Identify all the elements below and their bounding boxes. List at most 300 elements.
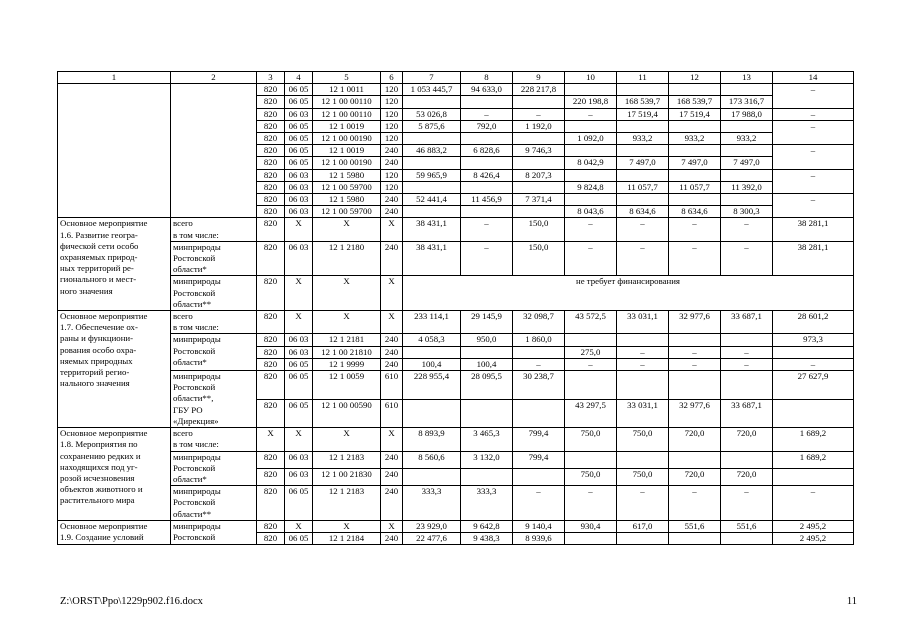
table-cell: 150,0 [513, 241, 565, 276]
table-cell [721, 532, 773, 544]
table-cell: – [773, 169, 854, 193]
table-cell [669, 451, 721, 468]
table-cell: минприроды Ростовской области* [171, 334, 257, 371]
table-cell: – [513, 486, 565, 521]
table-cell [669, 169, 721, 181]
table-cell: – [565, 358, 617, 370]
table-cell: 12 1 00 00190 [313, 133, 381, 145]
table-cell [403, 181, 461, 193]
table-cell: 240 [381, 206, 403, 218]
table-cell: 820 [257, 486, 285, 521]
table-cell: 720,0 [721, 468, 773, 485]
table-cell: 1 092,0 [565, 133, 617, 145]
table-cell: 06 05 [285, 120, 313, 132]
table-cell: 38 431,1 [403, 241, 461, 276]
table-cell: 792,0 [461, 120, 513, 132]
column-header-11: 11 [617, 72, 669, 84]
table-cell: Х [381, 520, 403, 532]
table-cell: 06 05 [285, 399, 313, 428]
table-cell [461, 346, 513, 358]
table-cell: 8 893,9 [403, 428, 461, 451]
table-cell: Основное мероприятие 1.8. Мероприятия по сохранению редких и находящихся под уг- розой исчезновения объектов животного и растительного мира [58, 428, 171, 521]
table-cell: 930,4 [565, 520, 617, 532]
table-cell: – [617, 358, 669, 370]
table-cell: – [669, 346, 721, 358]
table-cell: 820 [257, 108, 285, 120]
table-cell: 06 05 [285, 371, 313, 400]
table-cell: 820 [257, 451, 285, 468]
table-cell [513, 157, 565, 169]
table-cell: – [669, 218, 721, 241]
column-header-8: 8 [461, 72, 513, 84]
table-cell: 820 [257, 532, 285, 544]
table-cell: 820 [257, 169, 285, 181]
table-cell: 8 634,6 [669, 206, 721, 218]
table-cell [403, 96, 461, 108]
table-cell: 1 860,0 [513, 334, 565, 346]
table-cell [617, 169, 669, 181]
table-cell: 551,6 [721, 520, 773, 532]
table-cell: Х [285, 311, 313, 334]
table-cell: – [721, 346, 773, 358]
table-cell: – [565, 241, 617, 276]
table-cell: 150,0 [513, 218, 565, 241]
table-cell: 8 043,6 [565, 206, 617, 218]
table-cell: Основное мероприятие 1.6. Развитие геогра- фической сети особо охраняемых природ- ных территорий ре- гионального и мест- ного значения [58, 218, 171, 311]
table-cell [565, 334, 617, 346]
table-cell [617, 334, 669, 346]
table-cell: – [565, 108, 617, 120]
table-cell: 8 560,6 [403, 451, 461, 468]
table-cell: 53 026,8 [403, 108, 461, 120]
table-cell [565, 84, 617, 96]
table-cell [721, 451, 773, 468]
table-cell: 12 1 00 00110 [313, 96, 381, 108]
table-cell: Х [313, 276, 381, 311]
table-cell: – [669, 241, 721, 276]
table-cell: 750,0 [617, 468, 669, 485]
table-cell: 610 [381, 371, 403, 400]
table-cell [669, 194, 721, 206]
table-row [58, 486, 854, 521]
table-cell: 94 633,0 [461, 84, 513, 96]
table-cell: 12 1 2184 [313, 532, 381, 544]
table-cell: 06 03 [285, 206, 313, 218]
table-cell: 240 [381, 468, 403, 485]
table-cell: 06 05 [285, 96, 313, 108]
table-cell: 551,6 [669, 520, 721, 532]
table-cell: 610 [381, 399, 403, 428]
table-cell: 43 572,5 [565, 311, 617, 334]
footer-file-path: Z:\ORST\Ppo\1229p902.f16.docx [60, 596, 203, 607]
table-cell: 12 1 2180 [313, 241, 381, 276]
table-cell: 32 977,6 [669, 399, 721, 428]
table-cell: 06 05 [285, 157, 313, 169]
table-cell [403, 133, 461, 145]
table-cell: 06 05 [285, 486, 313, 521]
footer-page-number: 11 [846, 596, 857, 607]
column-header-1: 1 [58, 72, 171, 84]
table-cell: 52 441,4 [403, 194, 461, 206]
table-cell [403, 206, 461, 218]
table-cell: 06 05 [285, 145, 313, 157]
table-cell: 9 824,8 [565, 181, 617, 193]
table-cell: 12 1 00 00110 [313, 108, 381, 120]
table-cell: Х [313, 428, 381, 451]
table-cell: 933,2 [721, 133, 773, 145]
table-cell: Х [313, 520, 381, 532]
table-cell: минприроды Ростовской области** [171, 486, 257, 521]
table-cell: 820 [257, 346, 285, 358]
table-cell: Х [381, 218, 403, 241]
table-cell: 12 1 0059 [313, 371, 381, 400]
column-header-9: 9 [513, 72, 565, 84]
table-cell: 820 [257, 276, 285, 311]
table-cell: всего в том числе: [171, 428, 257, 451]
table-cell [617, 532, 669, 544]
table-cell: 228 955,4 [403, 371, 461, 400]
table-cell: 33 687,1 [721, 311, 773, 334]
table-cell: 33 031,1 [617, 311, 669, 334]
table-cell: Х [313, 218, 381, 241]
table-cell: 820 [257, 358, 285, 370]
table-cell: 06 03 [285, 334, 313, 346]
table-cell [461, 468, 513, 485]
table-cell [669, 120, 721, 132]
table-cell: 12 1 9999 [313, 358, 381, 370]
table-cell: 11 456,9 [461, 194, 513, 206]
table-cell: минприроды Ростовской [171, 520, 257, 544]
table-cell: 7 497,0 [721, 157, 773, 169]
table-cell: 3 465,3 [461, 428, 513, 451]
table-cell: 11 392,0 [721, 181, 773, 193]
table-cell: 29 145,9 [461, 311, 513, 334]
table-cell [403, 468, 461, 485]
table-cell: 820 [257, 206, 285, 218]
table-row [58, 311, 854, 334]
table-row [58, 84, 854, 96]
table-cell: не требует финансирования [403, 276, 854, 311]
table-cell: 12 1 00 59700 [313, 181, 381, 193]
table-cell: 228 217,8 [513, 84, 565, 96]
table-cell: 2 495,2 [773, 520, 854, 532]
table-cell [461, 399, 513, 428]
table-cell: 1 689,2 [773, 428, 854, 451]
table-cell [669, 532, 721, 544]
table-cell: – [721, 358, 773, 370]
table-cell: Х [313, 311, 381, 334]
column-header-10: 10 [565, 72, 617, 84]
table-cell: 17 519,4 [617, 108, 669, 120]
table-cell [513, 468, 565, 485]
table-cell: – [721, 241, 773, 276]
table-cell: 59 965,9 [403, 169, 461, 181]
table-cell [565, 371, 617, 400]
table-cell: 43 297,5 [565, 399, 617, 428]
table-cell: 32 098,7 [513, 311, 565, 334]
table-cell: 27 627,9 [773, 371, 854, 400]
table-cell: – [513, 358, 565, 370]
table-cell: минприроды Ростовской области** [171, 276, 257, 311]
table-cell: 1 689,2 [773, 451, 854, 468]
table-cell: 168 539,7 [669, 96, 721, 108]
table-cell: – [461, 241, 513, 276]
table-cell: 9 746,3 [513, 145, 565, 157]
table-cell: 750,0 [565, 468, 617, 485]
table-cell: 240 [381, 241, 403, 276]
table-cell: 820 [257, 399, 285, 428]
table-cell [617, 194, 669, 206]
table-cell: 100,4 [461, 358, 513, 370]
table-header [58, 72, 854, 84]
table-cell: 06 05 [285, 532, 313, 544]
table-cell: Основное мероприятие 1.9. Создание условий [58, 520, 171, 544]
table-cell: 06 03 [285, 181, 313, 193]
table-cell: 2 495,2 [773, 532, 854, 544]
table-cell: 933,2 [617, 133, 669, 145]
column-header-12: 12 [669, 72, 721, 84]
table-cell: 12 1 00 00190 [313, 157, 381, 169]
table-cell: 820 [257, 120, 285, 132]
table-cell: 1 053 445,7 [403, 84, 461, 96]
table-cell [721, 120, 773, 132]
table-cell: 240 [381, 145, 403, 157]
table-cell: 240 [381, 532, 403, 544]
table-cell: 720,0 [721, 428, 773, 451]
table-cell: Х [285, 218, 313, 241]
table-cell [171, 84, 257, 218]
table-cell: – [721, 218, 773, 241]
table-cell: 750,0 [565, 428, 617, 451]
table-cell: 06 03 [285, 451, 313, 468]
table-cell [513, 206, 565, 218]
table-cell: 5 875,6 [403, 120, 461, 132]
table-cell: 950,0 [461, 334, 513, 346]
table-cell: – [773, 358, 854, 370]
table-cell: Х [285, 428, 313, 451]
table-cell: – [513, 108, 565, 120]
table-cell: 720,0 [669, 468, 721, 485]
table-cell: 17 519,4 [669, 108, 721, 120]
table-cell: 17 988,0 [721, 108, 773, 120]
table-cell: – [617, 486, 669, 521]
table-cell: 240 [381, 346, 403, 358]
table-cell: 11 057,7 [617, 181, 669, 193]
table-cell: 333,3 [461, 486, 513, 521]
table-cell: 240 [381, 358, 403, 370]
table-cell: – [721, 486, 773, 521]
table-cell [617, 120, 669, 132]
table-cell: 12 1 00 59700 [313, 206, 381, 218]
table-cell: 6 828,6 [461, 145, 513, 157]
table-cell: 120 [381, 96, 403, 108]
table-cell: – [461, 108, 513, 120]
table-cell: 820 [257, 218, 285, 241]
table-cell: 799,4 [513, 451, 565, 468]
table-cell [721, 145, 773, 157]
table-cell: 820 [257, 181, 285, 193]
table-cell: 799,4 [513, 428, 565, 451]
table-cell: 23 929,0 [403, 520, 461, 532]
table-cell: 3 132,0 [461, 451, 513, 468]
table-cell: 820 [257, 84, 285, 96]
table-cell [513, 399, 565, 428]
table-cell: – [773, 486, 854, 521]
table-cell: 9 140,4 [513, 520, 565, 532]
table-cell [403, 346, 461, 358]
table-cell: 820 [257, 145, 285, 157]
table-cell [773, 468, 854, 485]
table-cell: 8 426,4 [461, 169, 513, 181]
table-row [58, 218, 854, 241]
table-cell: минприроды Ростовской области* [171, 241, 257, 276]
table-cell [565, 532, 617, 544]
table-cell: 06 03 [285, 346, 313, 358]
table-cell: 38 281,1 [773, 218, 854, 241]
table-cell [403, 157, 461, 169]
column-header-14: 14 [773, 72, 854, 84]
table-cell: 9 438,3 [461, 532, 513, 544]
table-body [58, 84, 854, 545]
column-header-3: 3 [257, 72, 285, 84]
table-cell [461, 181, 513, 193]
table-cell: 8 300,3 [721, 206, 773, 218]
table-cell: 06 05 [285, 133, 313, 145]
table-cell [565, 194, 617, 206]
table-cell: – [461, 218, 513, 241]
table-cell: 06 05 [285, 358, 313, 370]
table-cell: 240 [381, 157, 403, 169]
table-cell: 12 1 0019 [313, 145, 381, 157]
table-cell: 38 431,1 [403, 218, 461, 241]
table-cell: 220 198,8 [565, 96, 617, 108]
table-cell: 820 [257, 468, 285, 485]
table-cell [461, 96, 513, 108]
table-cell: 100,4 [403, 358, 461, 370]
table-cell [617, 145, 669, 157]
table-cell [565, 169, 617, 181]
table-cell: 820 [257, 520, 285, 532]
table-cell: 820 [257, 157, 285, 169]
table-cell: 06 03 [285, 194, 313, 206]
column-header-2: 2 [171, 72, 257, 84]
table-cell [617, 451, 669, 468]
table-cell: 12 1 00 21810 [313, 346, 381, 358]
table-cell: – [669, 358, 721, 370]
table-cell: 12 1 2183 [313, 451, 381, 468]
table-cell: 617,0 [617, 520, 669, 532]
table-row [58, 276, 854, 311]
table-cell: 720,0 [669, 428, 721, 451]
table-cell: Основное мероприятие 1.7. Обеспечение ох- раны и функциони- рования особо охра- няемых природных территорий регио- нального значения [58, 311, 171, 428]
table-row [58, 371, 854, 400]
table-cell: 46 883,2 [403, 145, 461, 157]
table-cell: 06 03 [285, 241, 313, 276]
table-cell [669, 84, 721, 96]
table-cell: 12 1 0019 [313, 120, 381, 132]
table-row [58, 428, 854, 451]
table-cell: 973,3 [773, 334, 854, 346]
table-cell: всего в том числе: [171, 218, 257, 241]
column-header-7: 7 [403, 72, 461, 84]
table-cell [721, 169, 773, 181]
table-cell [773, 399, 854, 428]
table-cell [617, 84, 669, 96]
table-cell: Х [285, 276, 313, 311]
table-cell: минприроды Ростовской области**, ГБУ РО «Дирекция» [171, 371, 257, 428]
table-cell: 22 477,6 [403, 532, 461, 544]
table-cell: 32 977,6 [669, 311, 721, 334]
table-cell: всего в том числе: [171, 311, 257, 334]
table-cell [513, 346, 565, 358]
column-header-6: 6 [381, 72, 403, 84]
table-cell [721, 194, 773, 206]
table-cell: 28 095,5 [461, 371, 513, 400]
table-row [58, 451, 854, 468]
table-cell: – [773, 108, 854, 120]
table-cell: 7 497,0 [669, 157, 721, 169]
table-cell [58, 84, 171, 218]
table-cell: – [773, 120, 854, 144]
table-cell [513, 181, 565, 193]
table-cell: 173 316,7 [721, 96, 773, 108]
table-cell [773, 346, 854, 358]
table-cell: 06 03 [285, 468, 313, 485]
table-cell: 8 634,6 [617, 206, 669, 218]
table-cell: 820 [257, 96, 285, 108]
table-cell [513, 96, 565, 108]
table-cell [513, 133, 565, 145]
table-cell [565, 145, 617, 157]
table-cell: 820 [257, 194, 285, 206]
table-cell: 120 [381, 108, 403, 120]
table-cell [669, 371, 721, 400]
table-cell: 30 238,7 [513, 371, 565, 400]
table-cell: 820 [257, 241, 285, 276]
table-cell [461, 206, 513, 218]
table-cell: 240 [381, 451, 403, 468]
table-cell [403, 399, 461, 428]
table-cell [565, 120, 617, 132]
table-cell: минприроды Ростовской области* [171, 451, 257, 486]
table-row [58, 241, 854, 276]
table-cell [617, 371, 669, 400]
table-cell: 120 [381, 169, 403, 181]
table-cell [461, 157, 513, 169]
table-cell: 28 601,2 [773, 311, 854, 334]
table-cell: 7 371,4 [513, 194, 565, 206]
table-cell: Х [257, 428, 285, 451]
table-cell: 12 1 0011 [313, 84, 381, 96]
table-cell: 168 539,7 [617, 96, 669, 108]
column-header-13: 13 [721, 72, 773, 84]
table-cell: 38 281,1 [773, 241, 854, 276]
table-cell: 275,0 [565, 346, 617, 358]
table-cell: 820 [257, 371, 285, 400]
table-cell: 1 192,0 [513, 120, 565, 132]
table-cell: 7 497,0 [617, 157, 669, 169]
table-cell: 12 1 2183 [313, 486, 381, 521]
table-cell: – [617, 346, 669, 358]
table-cell: 820 [257, 334, 285, 346]
table-cell [669, 145, 721, 157]
column-header-4: 4 [285, 72, 313, 84]
table-cell: – [773, 145, 854, 169]
table-cell: – [617, 218, 669, 241]
table-cell: Х [381, 311, 403, 334]
table-cell: – [565, 486, 617, 521]
table-cell: – [565, 218, 617, 241]
